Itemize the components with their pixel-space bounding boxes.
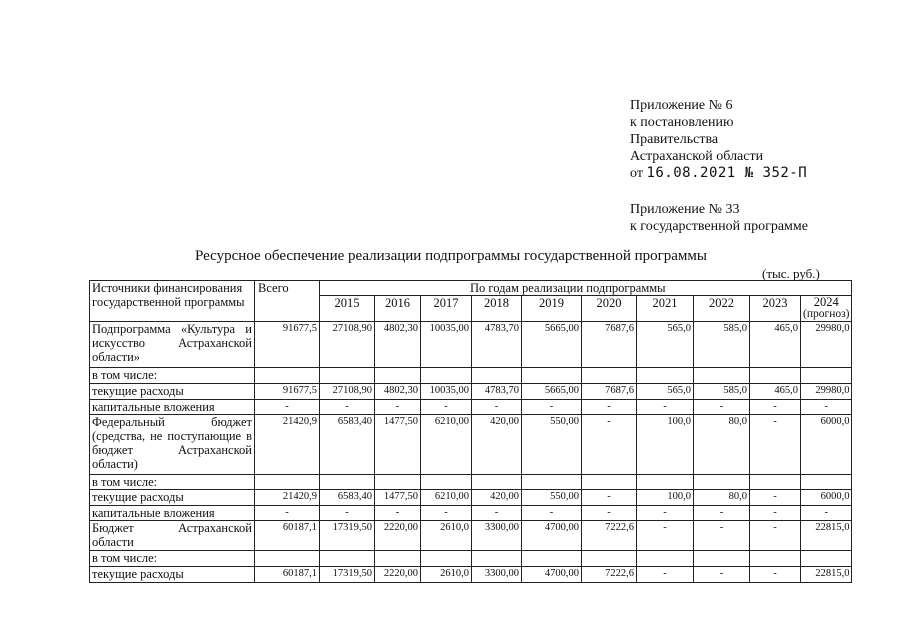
appendix-header [630,97,808,235]
year-header-cell: 2016 [375,296,421,322]
value-cell: 5665,00 [522,384,582,400]
appendix-line: Приложение № 33 [630,202,740,217]
value-cell [694,551,750,567]
value-cell: 2220,00 [375,521,421,551]
value-cell: - [582,415,637,475]
appendix-line: к постановлению [630,115,734,130]
value-cell: 465,0 [750,384,801,400]
table-row [90,400,852,415]
year-header-cell: 2017 [421,296,472,322]
value-cell [255,551,320,567]
value-cell [801,475,852,490]
value-cell: 100,0 [637,490,694,506]
value-cell [255,475,320,490]
value-cell: - [522,400,582,415]
value-cell: - [801,400,852,415]
value-cell: 29980,0 [801,384,852,400]
value-cell: - [320,506,375,521]
value-cell [522,475,582,490]
year-header-cell: 2022 [694,296,750,322]
row-label [90,567,255,583]
value-cell: 5665,00 [522,322,582,368]
value-cell: 6000,0 [801,490,852,506]
value-cell: - [801,506,852,521]
row-label-text: Федеральный бюджет (средства, не поступающие в бюджет Астраханской области) [92,415,252,471]
value-cell: - [320,400,375,415]
header-years-group-cell: По годам реализации подпрограммы [320,281,852,296]
value-cell: 91677,5 [255,384,320,400]
value-cell [421,475,472,490]
year-header-cell: 2020 [582,296,637,322]
value-cell [694,368,750,384]
row-label [90,490,255,506]
value-cell [255,368,320,384]
decree-date-stamp: 16.08.2021 № 352-П [646,165,808,181]
value-cell [421,551,472,567]
value-cell: 7222,6 [582,521,637,551]
value-cell: - [694,521,750,551]
value-cell [375,551,421,567]
appendix-line: к государственной программе [630,219,808,234]
value-cell [472,475,522,490]
appendix-line: Приложение № 6 [630,98,733,113]
value-cell [320,368,375,384]
row-label [90,400,255,415]
row-label [90,322,255,368]
value-cell [750,551,801,567]
value-cell: - [255,400,320,415]
value-cell: - [694,400,750,415]
value-cell: 585,0 [694,384,750,400]
date-prefix: от [630,166,643,181]
row-label [90,551,255,567]
value-cell [694,475,750,490]
value-cell: - [750,567,801,583]
value-cell [320,475,375,490]
row-label-text: в том числе: [92,368,158,382]
row-label-text: текущие расходы [92,567,184,581]
value-cell: 3300,00 [472,521,522,551]
value-cell: 17319,50 [320,567,375,583]
table-row [90,551,852,567]
table-row [90,322,852,368]
value-cell: 1477,50 [375,415,421,475]
value-cell: 6210,00 [421,490,472,506]
value-cell: - [637,506,694,521]
value-cell: - [375,506,421,521]
forecast-note: (прогноз) [803,308,850,320]
value-cell [320,551,375,567]
table-row [90,475,852,490]
value-cell: 10035,00 [421,322,472,368]
table-row [90,384,852,400]
value-cell: 420,00 [472,490,522,506]
value-cell: 565,0 [637,384,694,400]
value-cell: - [582,506,637,521]
table-row [90,567,852,583]
value-cell: 6000,0 [801,415,852,475]
value-cell: 550,00 [522,415,582,475]
value-cell: - [421,506,472,521]
value-cell: 1477,50 [375,490,421,506]
value-cell: 2610,0 [421,521,472,551]
value-cell: 4802,30 [375,384,421,400]
value-cell [472,368,522,384]
value-cell: 10035,00 [421,384,472,400]
value-cell: 21420,9 [255,415,320,475]
resource-table [89,280,852,583]
row-label [90,475,255,490]
year-header-cell: 2024 (прогноз) [801,296,852,322]
value-cell [801,368,852,384]
row-label-text: текущие расходы [92,384,184,398]
value-cell: 91677,5 [255,322,320,368]
value-cell: 6210,00 [421,415,472,475]
row-label [90,415,255,475]
row-label-text: в том числе: [92,475,158,489]
row-label-text: в том числе: [92,551,158,565]
value-cell [472,551,522,567]
value-cell [582,368,637,384]
row-label [90,506,255,521]
value-cell: - [472,506,522,521]
row-label [90,368,255,384]
value-cell [637,368,694,384]
decree-date-line [630,165,808,182]
table-row [90,368,852,384]
value-cell [637,551,694,567]
value-cell [421,368,472,384]
value-cell: 22815,0 [801,567,852,583]
value-cell: 4700,00 [522,567,582,583]
year-header-cell: 2015 [320,296,375,322]
value-cell: 4802,30 [375,322,421,368]
value-cell [801,551,852,567]
value-cell: 27108,90 [320,384,375,400]
value-cell: - [472,400,522,415]
value-cell: 22815,0 [801,521,852,551]
value-cell: - [694,567,750,583]
value-cell: 3300,00 [472,567,522,583]
value-cell: - [421,400,472,415]
value-cell: 17319,50 [320,521,375,551]
value-cell: 27108,90 [320,322,375,368]
value-cell: 7687,6 [582,322,637,368]
value-cell: - [750,521,801,551]
row-label-text: Подпрограмма «Культура и искусство Астраханской области» [92,322,252,364]
value-cell: 550,00 [522,490,582,506]
year-header-cell: 2018 [472,296,522,322]
value-cell: 60187,1 [255,521,320,551]
value-cell [522,368,582,384]
value-cell: - [255,506,320,521]
value-cell: - [694,506,750,521]
value-cell: 60187,1 [255,567,320,583]
row-label-text: капитальные вложения [92,400,215,414]
value-cell [750,368,801,384]
row-label [90,384,255,400]
value-cell: 420,00 [472,415,522,475]
document-title: Ресурсное обеспечение реализации подпрограммы государственной программы [195,248,707,264]
value-cell: 465,0 [750,322,801,368]
value-cell [637,475,694,490]
value-cell: - [375,400,421,415]
value-cell [522,551,582,567]
table-row [90,490,852,506]
appendix-line: Правительства [630,132,719,147]
value-cell: - [522,506,582,521]
year-header-cell: 2021 [637,296,694,322]
value-cell: 80,0 [694,415,750,475]
table-row [90,415,852,475]
appendix-line: Астраханской области [630,149,764,164]
value-cell: 6583,40 [320,415,375,475]
row-label-text: текущие расходы [92,490,184,504]
value-cell: 4700,00 [522,521,582,551]
header-total-cell: Всего [255,281,320,322]
value-cell: - [582,400,637,415]
value-cell: - [750,400,801,415]
value-cell [750,475,801,490]
year-header-cell: 2023 [750,296,801,322]
value-cell: 4783,70 [472,322,522,368]
value-cell: - [750,506,801,521]
value-cell: 7687,6 [582,384,637,400]
value-cell: 2610,0 [421,567,472,583]
value-cell: - [750,490,801,506]
table-row [90,506,852,521]
table-header-row [90,281,852,296]
units-note: (тыс. руб.) [762,266,820,281]
value-cell: 565,0 [637,322,694,368]
header-source-cell: Источники финансирования государственной программы [90,281,255,322]
value-cell: - [637,567,694,583]
value-cell: 29980,0 [801,322,852,368]
value-cell: 2220,00 [375,567,421,583]
value-cell: 7222,6 [582,567,637,583]
value-cell [375,368,421,384]
value-cell: 4783,70 [472,384,522,400]
value-cell: - [637,400,694,415]
value-cell: - [582,490,637,506]
table-row [90,521,852,551]
year-header-cell: 2019 [522,296,582,322]
row-label-text: капитальные вложения [92,506,215,520]
value-cell: 6583,40 [320,490,375,506]
value-cell: 21420,9 [255,490,320,506]
row-label-text: Бюджет Астраханской области [92,521,252,549]
value-cell: 80,0 [694,490,750,506]
value-cell [582,551,637,567]
value-cell: - [750,415,801,475]
value-cell [375,475,421,490]
value-cell: 100,0 [637,415,694,475]
value-cell: 585,0 [694,322,750,368]
row-label [90,521,255,551]
value-cell [582,475,637,490]
value-cell: - [637,521,694,551]
